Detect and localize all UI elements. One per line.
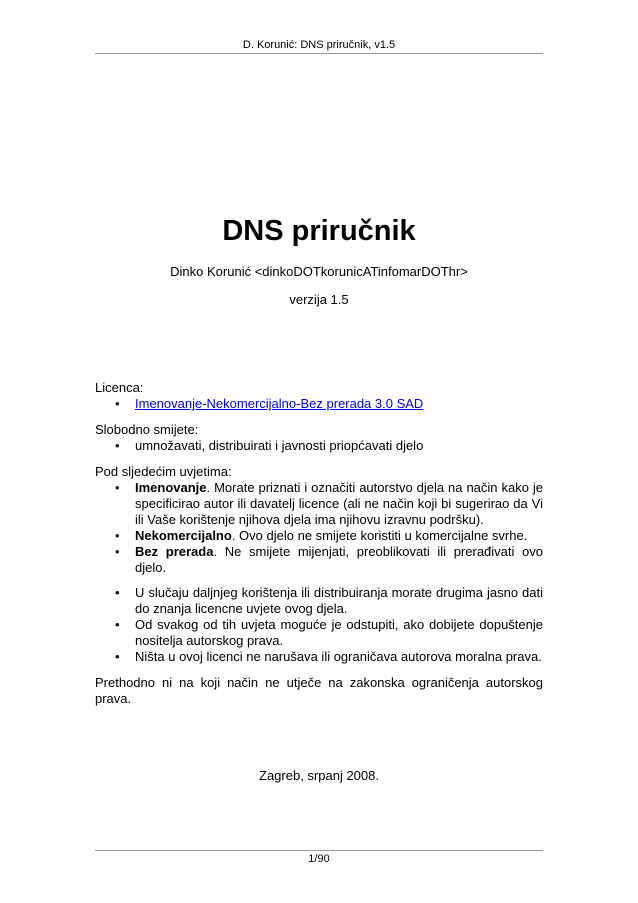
conditions-label: Pod sljedećim uvjetima: [95, 464, 232, 479]
license-list [95, 396, 543, 412]
license-item [95, 396, 543, 412]
header-divider [95, 53, 543, 54]
note-text: Ništa u ovoj licenci ne narušava ili ograničava autorova moralna prava. [135, 649, 542, 664]
condition-term: Imenovanje [135, 480, 207, 495]
footer-divider [95, 850, 543, 851]
condition-term: Nekomercijalno [135, 528, 232, 543]
condition-text: . Ne smijete mijenjati, preoblikovati ili prerađivati ovo djelo. [135, 544, 544, 575]
freedoms-list [95, 438, 543, 454]
closing-paragraph: Prethodno ni na koji način ne utječe na zakonska ograničenja autorskog prava. [95, 675, 543, 706]
condition-item [95, 480, 543, 528]
license-section [95, 380, 543, 707]
bullet-icon: • [115, 649, 120, 664]
place-date: Zagreb, srpanj 2008. [259, 768, 379, 783]
bullet-icon: • [115, 617, 120, 632]
bullet-icon: • [115, 396, 120, 411]
freedom-item [95, 438, 543, 454]
bullet-icon: • [115, 480, 120, 495]
condition-item [95, 528, 543, 544]
bullet-icon: • [115, 544, 120, 559]
bullet-icon: • [115, 528, 120, 543]
notes-list [95, 585, 543, 665]
conditions-list [95, 480, 543, 576]
document-title: DNS priručnik [222, 215, 416, 247]
freedoms-label: Slobodno smijete: [95, 422, 199, 437]
note-item [95, 649, 543, 665]
license-link[interactable]: Imenovanje-Nekomercijalno-Bez prerada 3.0 SAD [135, 396, 424, 411]
condition-text: . Ovo djelo ne smijete koristiti u komercijalne svrhe. [231, 528, 528, 543]
freedom-text: umnožavati, distribuirati i javnosti priopćavati djelo [135, 438, 424, 453]
license-label: Licenca: [95, 380, 144, 395]
note-item [95, 617, 543, 649]
bullet-icon: • [115, 585, 120, 600]
condition-text: . Morate priznati i označiti autorstvo djela na način kako je specificirao autor ili davatelj licence (ali ne način koji bi sugerirao da Vi ili Vaše korištenje njihova djela ima njihovu izravnu podršku). [135, 480, 543, 527]
page-number: 1/90 [308, 853, 330, 865]
note-text: Od svakog od tih uvjeta moguće je odstupiti, ako dobijete dopuštenje nositelja autorskog prava. [135, 617, 543, 648]
condition-item [95, 544, 543, 576]
note-text: U slučaju daljnjeg korištenja ili distribuiranja morate drugima jasno dati do znanja licencne uvjete ovog djela. [135, 585, 543, 616]
note-item [95, 585, 543, 617]
version-line: verzija 1.5 [289, 292, 349, 307]
condition-term: Bez prerada [135, 544, 214, 559]
running-header: D. Korunić: DNS priručnik, v1.5 [242, 39, 396, 51]
bullet-icon: • [115, 438, 120, 453]
author-line: Dinko Korunić <dinkoDOTkorunicATinfomarDOThr> [170, 264, 468, 279]
